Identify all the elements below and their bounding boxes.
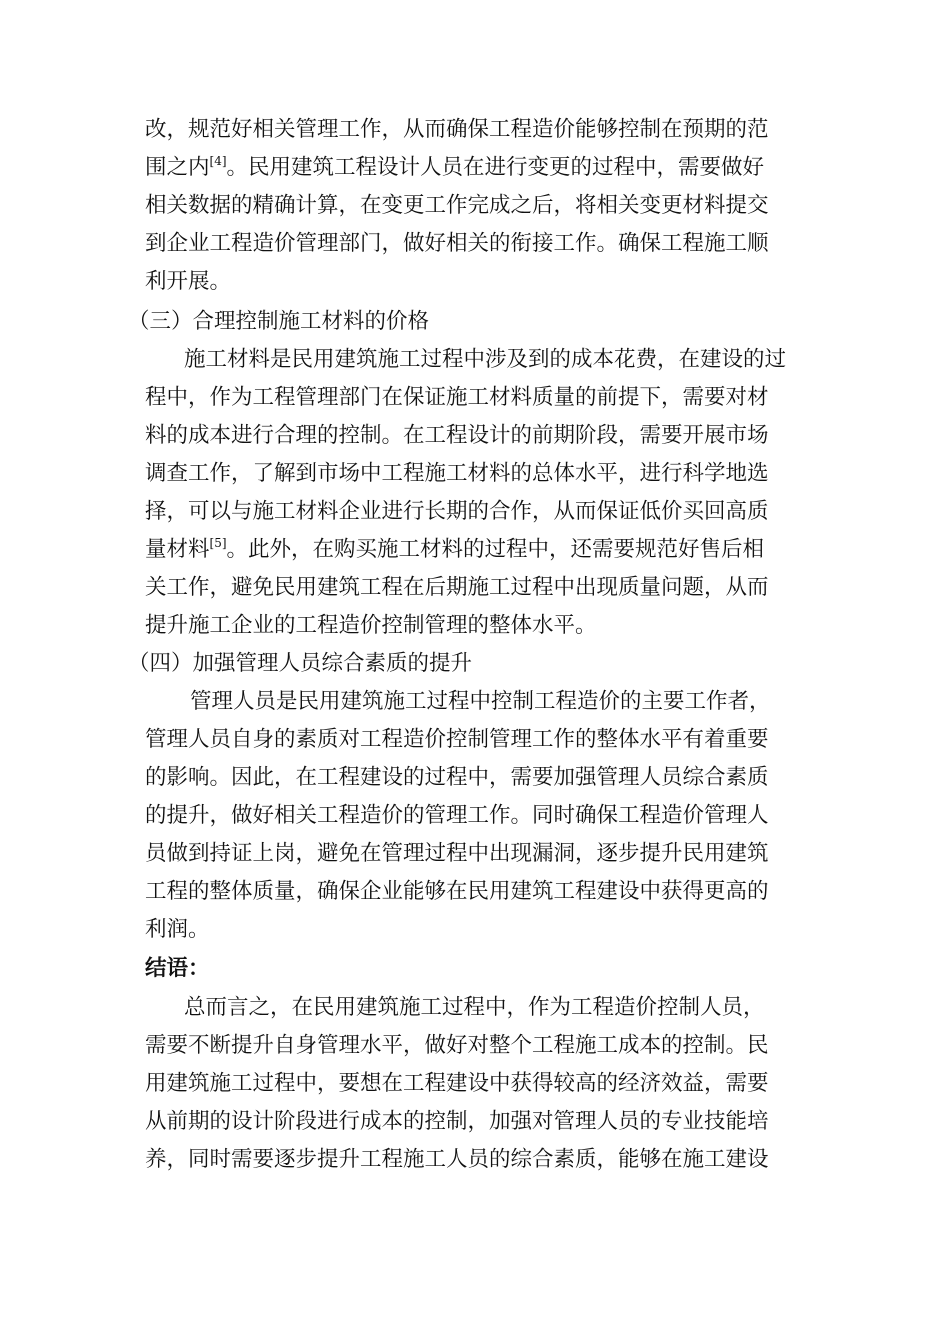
paragraph-line: 总而言之，在民用建筑施工过程中，作为工程造价控制人员， [184, 995, 765, 1020]
paragraph-line: 利润。 [145, 917, 210, 942]
paragraph-line: 到企业工程造价管理部门，做好相关的衔接工作。确保工程施工顺 [145, 231, 769, 256]
paragraph-line: 需要不断提升自身管理水平，做好对整个工程施工成本的控制。民 [145, 1033, 769, 1058]
section-heading: （三）合理控制施工材料的价格 [128, 309, 430, 334]
section-heading: （四）加强管理人员综合素质的提升 [128, 651, 473, 676]
paragraph-line: 料的成本进行合理的控制。在工程设计的前期阶段，需要开展市场 [145, 423, 769, 448]
paragraph-line: 围之内[4]。民用建筑工程设计人员在进行变更的过程中，需要做好 [145, 154, 765, 180]
paragraph-line: 相关数据的精确计算，在变更工作完成之后，将相关变更材料提交 [145, 193, 769, 218]
paragraph-line: 施工材料是民用建筑施工过程中涉及到的成本花费，在建设的过 [184, 347, 787, 372]
paragraph-line: 管理人员自身的素质对工程造价控制管理工作的整体水平有着重要 [145, 727, 769, 752]
paragraph-line: 的提升，做好相关工程造价的管理工作。同时确保工程造价管理人 [145, 803, 769, 828]
paragraph-line: 养，同时需要逐步提升工程施工人员的综合素质，能够在施工建设 [145, 1147, 769, 1172]
paragraph-line: 用建筑施工过程中，要想在工程建设中获得较高的经济效益，需要 [145, 1071, 769, 1096]
conclusion-heading: 结语： [145, 956, 210, 981]
paragraph-line: 提升施工企业的工程造价控制管理的整体水平。 [145, 613, 597, 638]
paragraph-line: 程中，作为工程管理部门在保证施工材料质量的前提下，需要对材 [145, 385, 769, 410]
paragraph-line: 工程的整体质量，确保企业能够在民用建筑工程建设中获得更高的 [145, 879, 769, 904]
paragraph-line: 利开展。 [145, 269, 232, 294]
paragraph-line: 量材料[5]。此外，在购买施工材料的过程中，还需要规范好售后相 [145, 536, 765, 562]
paragraph-line: 的影响。因此，在工程建设的过程中，需要加强管理人员综合素质 [145, 765, 769, 790]
paragraph-line: 管理人员是民用建筑施工过程中控制工程造价的主要工作者， [190, 689, 771, 714]
paragraph-line: 员做到持证上岗，避免在管理过程中出现漏洞，逐步提升民用建筑 [145, 841, 769, 866]
paragraph-line: 关工作，避免民用建筑工程在后期施工过程中出现质量问题，从而 [145, 575, 769, 600]
paragraph-line: 改，规范好相关管理工作，从而确保工程造价能够控制在预期的范 [145, 117, 769, 142]
citation-ref[interactable]: [5] [209, 536, 227, 550]
paragraph-line: 调查工作，了解到市场中工程施工材料的总体水平，进行科学地选 [145, 461, 769, 486]
paragraph-line: 从前期的设计阶段进行成本的控制，加强对管理人员的专业技能培 [145, 1109, 769, 1134]
citation-ref[interactable]: [4] [209, 154, 227, 168]
paragraph-line: 择，可以与施工材料企业进行长期的合作，从而保证低价买回高质 [145, 499, 769, 524]
